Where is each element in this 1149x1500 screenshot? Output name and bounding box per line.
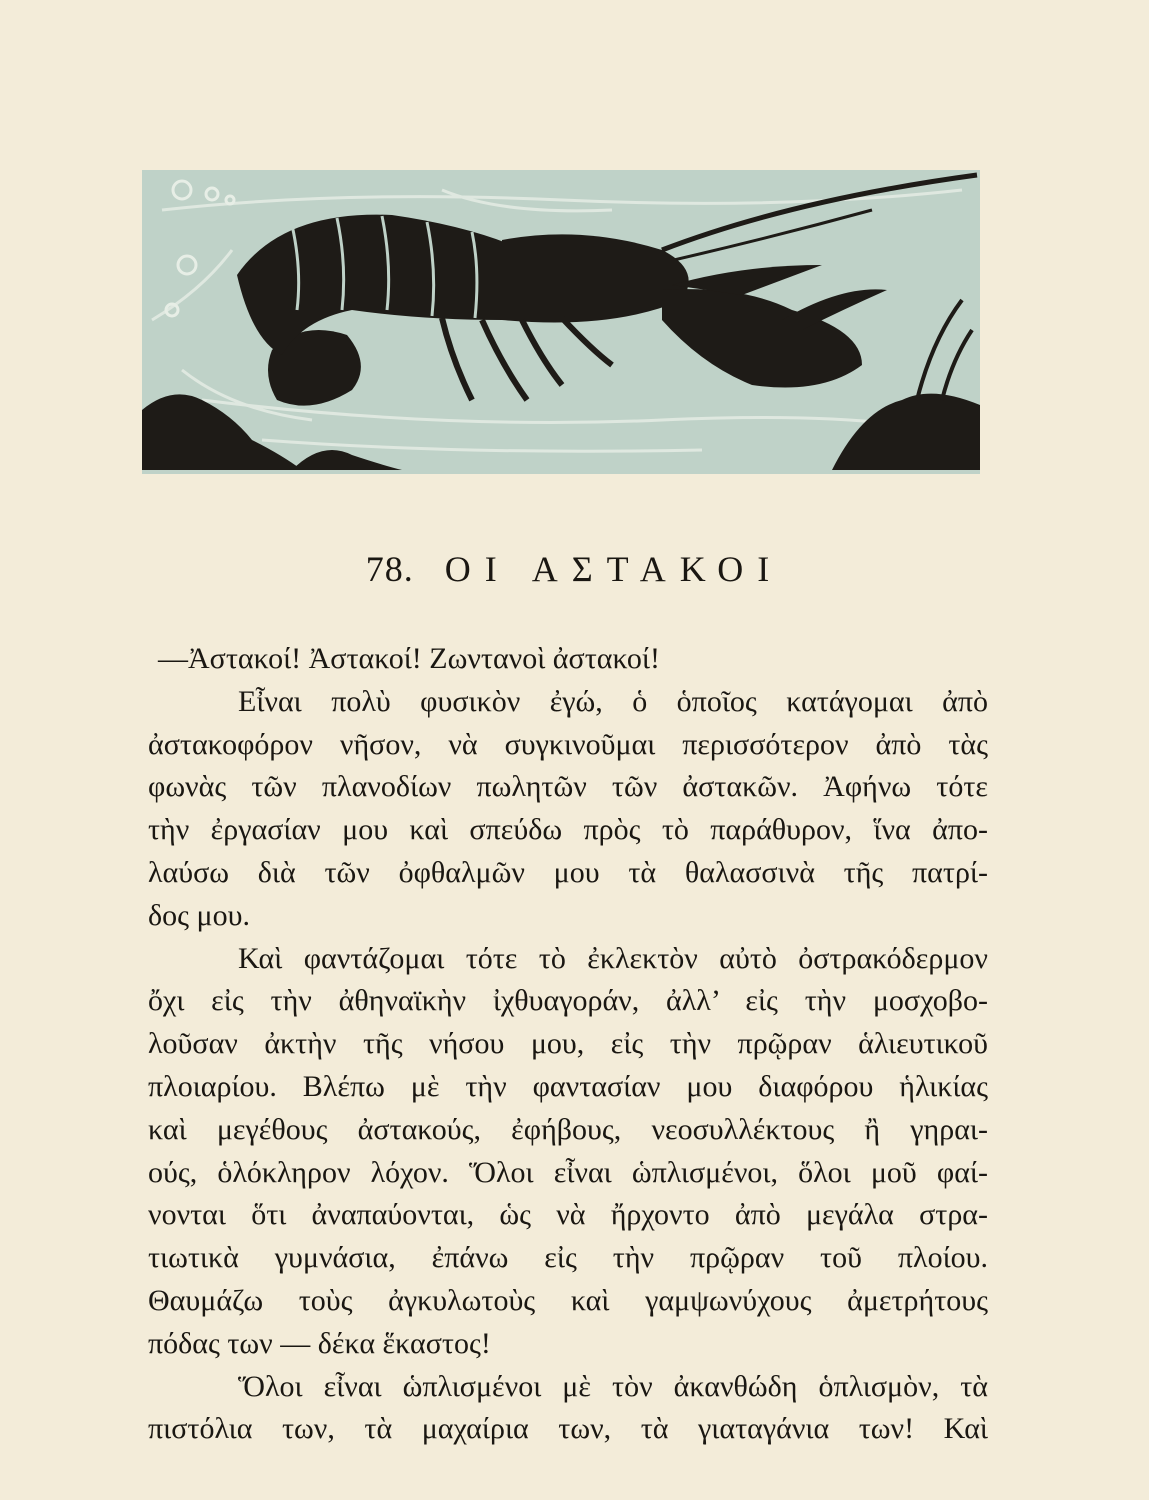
text-line: καὶ μεγέθους ἀστακούς, ἐφήβους, νεοσυλλέκτους ἢ γηραι-: [148, 1112, 988, 1146]
text-line: πιστόλια των, τὰ μαχαίρια των, τὰ γιαταγάνια των! Καὶ: [148, 1412, 988, 1446]
text-line: λοῦσαν ἀκτὴν τῆς νήσου μου, εἰς τὴν πρῷραν ἁλιευτικοῦ: [148, 1027, 988, 1061]
chapter-body: [148, 638, 988, 1451]
chapter-heading: [0, 548, 1149, 590]
text-line: τὴν ἐργασίαν μου καὶ σπεύδω πρὸς τὸ παράθυρον, ἵνα ἀπο-: [148, 813, 988, 847]
text-line: νονται ὅτι ἀναπαύονται, ὡς νὰ ἤρχοντο ἀπὸ μεγάλα στρα-: [148, 1198, 988, 1232]
text-line: —Ἀστακοί! Ἀστακοί! Ζωντανοὶ ἀστακοί!: [158, 642, 660, 675]
text-line: πλοιαρίου. Βλέπω μὲ τὴν φαντασίαν μου διαφόρου ἡλικίας: [148, 1069, 988, 1103]
text-line: Εἶναι πολὺ φυσικὸν ἐγώ, ὁ ὁποῖος κατάγομαι ἀπὸ: [238, 684, 988, 718]
text-line: ἀστακοφόρον νῆσον, νὰ συγκινοῦμαι περισσότερον ἀπὸ τὰς: [148, 727, 988, 761]
text-line: τιωτικὰ γυμνάσια, ἐπάνω εἰς τὴν πρῷραν τοῦ πλοίου.: [148, 1241, 988, 1275]
text-line: πόδας των — δέκα ἕκαστος!: [148, 1326, 491, 1360]
chapter-number: 78.: [365, 549, 414, 589]
text-line: φωνὰς τῶν πλανοδίων πωλητῶν τῶν ἀστακῶν. Ἀφήνω τότε: [148, 770, 988, 804]
text-line: Καὶ φαντάζομαι τότε τὸ ἐκλεκτὸν αὐτὸ ὀστρακόδερμον: [238, 941, 988, 975]
text-line: Θαυμάζω τοὺς ἀγκυλωτοὺς καὶ γαμψωνύχους ἀμετρήτους: [148, 1283, 988, 1317]
lobster-icon: [142, 170, 980, 474]
text-line: Ὅλοι εἶναι ὡπλισμένοι μὲ τὸν ἀκανθώδη ὁπλισμὸν, τὰ: [238, 1369, 988, 1403]
chapter-title: ΟΙ ΑΣΤΑΚΟΙ: [444, 549, 784, 589]
lobster-illustration: [142, 170, 980, 474]
text-line: ὄχι εἰς τὴν ἀθηναϊκὴν ἰχθυαγοράν, ἀλλ’ εἰς τὴν μοσχοβο-: [148, 984, 988, 1018]
text-line: ούς, ὁλόκληρον λόχον. Ὅλοι εἶναι ὡπλισμένοι, ὅλοι μοῦ φαί-: [148, 1155, 988, 1189]
text-line: λαύσω διὰ τῶν ὀφθαλμῶν μου τὰ θαλασσινὰ τῆς πατρί-: [148, 855, 988, 889]
text-line: δος μου.: [148, 898, 250, 932]
